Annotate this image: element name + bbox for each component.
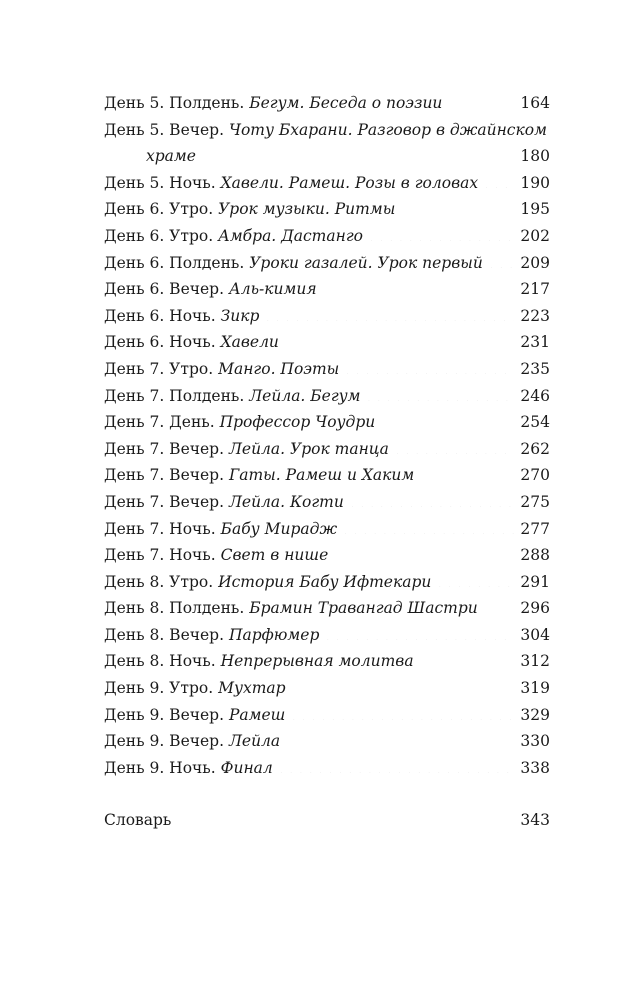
toc-entry bbox=[104, 516, 550, 543]
toc-entry-title: Урок музыки. Ритмы bbox=[218, 200, 396, 219]
toc-entry-day: День 7. Ночь. bbox=[104, 546, 216, 565]
toc-entry-title: Парфюмер bbox=[228, 625, 320, 644]
toc-entry-title: Манго. Поэты bbox=[218, 359, 340, 378]
toc-entry-page: 262 bbox=[520, 439, 550, 458]
toc-entry-day: День 8. Вечер. bbox=[104, 625, 225, 644]
dot-leader bbox=[401, 199, 514, 215]
toc-entry-day: День 6. Утро. bbox=[104, 200, 214, 219]
dot-leader bbox=[323, 279, 515, 295]
toc-entry-day: День 7. День. bbox=[104, 413, 215, 432]
toc-entry-day: День 7. Полдень. bbox=[104, 386, 245, 405]
toc-entry-title: Лейла. Когти bbox=[228, 492, 344, 511]
toc-entry-day: День 6. Утро. bbox=[104, 226, 214, 245]
toc-entry-day: День 9. Вечер. bbox=[104, 705, 225, 724]
toc-entry-title: Хавели. Рамеш. Розы в головах bbox=[220, 173, 479, 192]
glossary-page: 343 bbox=[520, 811, 550, 830]
dot-leader bbox=[177, 810, 514, 826]
toc-entry bbox=[104, 462, 550, 489]
dot-leader bbox=[286, 731, 514, 747]
toc-entry-page: 296 bbox=[520, 599, 550, 618]
toc-entry-page: 291 bbox=[520, 572, 550, 591]
toc-entry bbox=[104, 728, 550, 755]
toc-entry-day: День 6. Ночь. bbox=[104, 306, 216, 325]
toc-entry-title: Брамин Травангад Шастри bbox=[249, 599, 478, 618]
toc-entry-title: Мухтар bbox=[218, 679, 286, 698]
toc-entry-page: 329 bbox=[520, 705, 550, 724]
toc-entry-page: 277 bbox=[520, 519, 550, 538]
toc-entry bbox=[104, 595, 550, 622]
toc-entry-day: День 8. Ночь. bbox=[104, 652, 216, 671]
toc-entry bbox=[104, 196, 550, 223]
toc-entry-page: 209 bbox=[520, 253, 550, 272]
toc-entry bbox=[104, 569, 550, 596]
dot-leader bbox=[420, 465, 514, 481]
toc-entry-page: 223 bbox=[520, 306, 550, 325]
toc-entry-page: 275 bbox=[520, 492, 550, 511]
dot-leader bbox=[420, 651, 515, 667]
toc-entry bbox=[104, 489, 550, 516]
toc-entry-second-line bbox=[104, 143, 550, 170]
dot-leader bbox=[367, 385, 515, 401]
toc-entry-page: 254 bbox=[520, 413, 550, 432]
toc-entry-title: Гаты. Рамеш и Хаким bbox=[228, 466, 415, 485]
toc-entry bbox=[104, 622, 550, 649]
toc-entry bbox=[104, 383, 550, 410]
toc-entry bbox=[104, 648, 550, 675]
toc-entry bbox=[104, 755, 550, 782]
dot-leader bbox=[381, 412, 514, 428]
toc-entry bbox=[104, 702, 550, 729]
toc-entry-day: День 9. Ночь. bbox=[104, 758, 216, 777]
toc-entry-day: День 5. Ночь. bbox=[104, 173, 216, 192]
toc-entry bbox=[104, 303, 550, 330]
toc-entry-page: 231 bbox=[520, 333, 550, 352]
toc-entry bbox=[104, 170, 550, 197]
toc-entry-title: Лейла. Урок танца bbox=[228, 439, 389, 458]
toc-entry-day: День 6. Ночь. bbox=[104, 333, 216, 352]
dot-leader bbox=[202, 146, 514, 162]
toc-entry-title: Свет в нише bbox=[220, 546, 329, 565]
toc-entry-day: День 8. Полдень. bbox=[104, 599, 245, 618]
toc-entry-day: День 8. Утро. bbox=[104, 572, 214, 591]
toc-entry bbox=[104, 329, 550, 356]
toc-entry bbox=[104, 276, 550, 303]
dot-leader bbox=[369, 225, 514, 241]
dot-leader bbox=[350, 491, 515, 507]
toc-entry-title: Лейла bbox=[228, 732, 281, 751]
toc-entry-first-line bbox=[104, 117, 550, 144]
toc-entry-title: Бабу Мирадж bbox=[220, 519, 338, 538]
toc-entry bbox=[104, 356, 550, 383]
section-gap bbox=[104, 781, 550, 807]
toc-entry-day: День 5. Полдень. bbox=[104, 94, 245, 112]
toc-entry-title: Лейла. Бегум bbox=[249, 386, 361, 405]
toc-entry bbox=[104, 250, 550, 277]
toc-entry-day: День 7. Вечер. bbox=[104, 439, 225, 458]
toc-entry-day: День 7. Вечер. bbox=[104, 492, 225, 511]
toc-entry-day: День 7. Утро. bbox=[104, 359, 214, 378]
table-of-contents bbox=[104, 90, 550, 834]
toc-entry-day: День 6. Вечер. bbox=[104, 280, 225, 299]
toc-entry-page: 202 bbox=[520, 226, 550, 245]
toc-entry-title: Непрерывная молитва bbox=[220, 652, 414, 671]
dot-leader bbox=[265, 305, 514, 321]
toc-entry-page: 246 bbox=[520, 386, 550, 405]
toc-entry-page: 312 bbox=[520, 652, 550, 671]
dot-leader bbox=[334, 545, 514, 561]
toc-entry-title: Бегум. Беседа о поэзии bbox=[249, 94, 443, 112]
toc-entry-page: 304 bbox=[520, 625, 550, 644]
dot-leader bbox=[325, 624, 514, 640]
toc-entry-page: 288 bbox=[520, 546, 550, 565]
toc-entry-page: 190 bbox=[520, 173, 550, 192]
toc-entry bbox=[104, 223, 550, 250]
dot-leader bbox=[484, 172, 514, 188]
toc-entry bbox=[104, 436, 550, 463]
dot-leader bbox=[489, 252, 515, 268]
toc-entry-title: Уроки газалей. Урок первый bbox=[249, 253, 483, 272]
dot-leader bbox=[395, 438, 515, 454]
toc-entry-title: Амбра. Дастанго bbox=[218, 226, 363, 245]
dot-leader bbox=[343, 518, 514, 534]
toc-entry-title: Финал bbox=[220, 758, 273, 777]
toc-entry bbox=[104, 542, 550, 569]
toc-entry-glossary bbox=[104, 807, 550, 834]
toc-entry-title: Чоту Бхарани. Разговор в джайнском bbox=[228, 120, 547, 139]
toc-entry-title: Хавели bbox=[220, 333, 279, 352]
toc-entry-title: Зикр bbox=[220, 306, 260, 325]
toc-entry-day: День 7. Вечер. bbox=[104, 466, 225, 485]
toc-entry-title: История Бабу Ифтекари bbox=[218, 572, 432, 591]
toc-entry-page: 235 bbox=[520, 359, 550, 378]
toc-entry-page: 330 bbox=[520, 732, 550, 751]
toc-entry-day: День 5. Вечер. bbox=[104, 120, 225, 139]
dot-leader bbox=[448, 93, 514, 109]
dot-leader bbox=[345, 358, 514, 374]
dot-leader bbox=[437, 571, 514, 587]
toc-entry-page: 217 bbox=[520, 280, 550, 299]
dot-leader bbox=[285, 332, 514, 348]
toc-entry-day: День 9. Вечер. bbox=[104, 732, 225, 751]
toc-entry-page: 270 bbox=[520, 466, 550, 485]
toc-entry-title: Рамеш bbox=[228, 705, 286, 724]
glossary-label: Словарь bbox=[104, 811, 172, 830]
toc-entry-title: Профессор Чоудри bbox=[219, 413, 376, 432]
toc-entry bbox=[104, 90, 550, 117]
dot-leader bbox=[279, 757, 515, 773]
dot-leader bbox=[292, 678, 515, 694]
toc-entry-page: 164 bbox=[520, 94, 550, 112]
toc-entry-day: День 6. Полдень. bbox=[104, 253, 245, 272]
toc-entry-page: 195 bbox=[520, 200, 550, 219]
toc-entry-day: День 9. Утро. bbox=[104, 679, 214, 698]
toc-entry bbox=[104, 117, 550, 170]
dot-leader bbox=[291, 704, 514, 720]
toc-entry-title-continued: храме bbox=[146, 147, 196, 166]
toc-entry-page: 180 bbox=[520, 147, 550, 166]
toc-entry-page: 338 bbox=[520, 758, 550, 777]
toc-entry-day: День 7. Ночь. bbox=[104, 519, 216, 538]
dot-leader bbox=[484, 598, 515, 614]
toc-entry-title: Аль-кимия bbox=[228, 280, 317, 299]
toc-entry-page: 319 bbox=[520, 679, 550, 698]
toc-entry bbox=[104, 675, 550, 702]
toc-entry bbox=[104, 409, 550, 436]
